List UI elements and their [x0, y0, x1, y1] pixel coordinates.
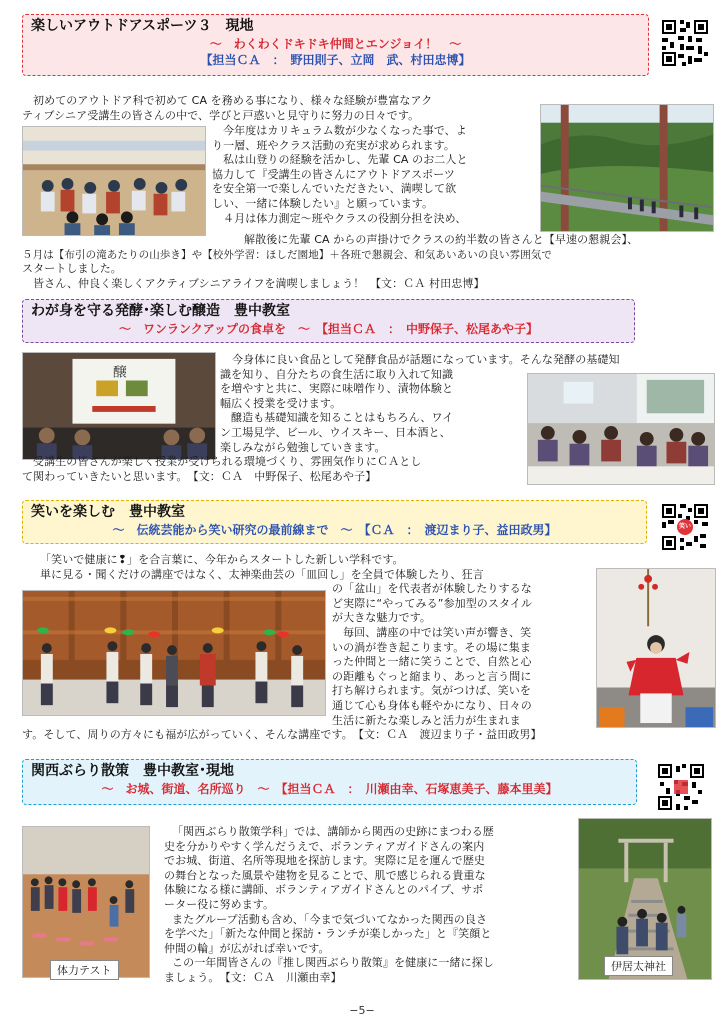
- section3-line-3: の「盆山」を代表者が体験したりするな: [332, 582, 532, 596]
- section3-line-2: 単に見る・聞くだけの講座ではなく、太神楽曲芸の「皿回し」を全員で体験したり、狂言: [40, 567, 484, 581]
- qr-code-graphic: [656, 762, 706, 812]
- section4-line-4: の舞台となった風景や建物を見ることで、肌で感じられる貴重な: [164, 868, 486, 882]
- section4-subtitle: ～ お城、街道、名所巡り ～ 【担当ＣＡ ： 川瀬由幸、石塚恵美子、藤本里美】: [101, 782, 558, 796]
- qr-code-warai[interactable]: [660, 502, 710, 552]
- section1-line-7: を安全第一で楽しんでいただきたい、満喫して欲: [212, 182, 457, 196]
- section1-line-4: り一層、班やクラス活動の充実が求められます。: [212, 138, 455, 152]
- section2-line-1: 今身体に良い食品として発酵食品が話題になっています。そんな発酵の基礎知: [232, 353, 620, 366]
- section2-line-4: 幅広く授業を受けます。: [220, 396, 342, 410]
- section1-line-6: 協力して『受講生の皆さんにアウトドアスポーツ: [212, 167, 455, 181]
- section2-line-7: 楽しみながら勉強していきます。: [220, 440, 386, 454]
- qr-code-graphic: [660, 18, 710, 68]
- section4-line-3: でお城、街道、名所等現地を探訪します。実際に足を運んで歴史: [164, 854, 486, 868]
- section3-line-7: いの渦が巻き起こります。その場に集ま: [332, 640, 531, 654]
- section1-header: [22, 14, 649, 76]
- section4-line-1: 「関西ぶらり散策学科」では、講師から関西の史跡にまつわる歴: [172, 825, 494, 838]
- page-number: −5−: [349, 1004, 375, 1017]
- bridge-photo: [540, 104, 714, 232]
- slide-kanji: 醸: [113, 364, 127, 381]
- section3-line-1: 「笑いで健康に❢」を合言葉に、今年からスタートした新しい学科です。: [40, 553, 404, 566]
- section1-line-11: ５月は【布引の滝あたりの山歩き】や【校外学習：ほしだ園地】＋各班で懇親会、和気あいあいの良い雰囲気で: [22, 248, 552, 261]
- section1-text-top: [22, 94, 532, 123]
- section3-title: 笑いを楽しむ 豊中教室: [31, 504, 185, 520]
- section3-line-8: った仲間と一緒に笑うことで、自然と心: [332, 655, 532, 669]
- section1-line-9: ４月は体力測定～班やクラスの役割分担を決め、: [223, 211, 467, 225]
- section1-line-13: 皆さん、仲良く楽しくアクティブシニアライフを満喫しましょう！ 【文：ＣＡ 村田忠博】: [33, 276, 485, 290]
- section4-line-11: ましょう。 【文：ＣＡ 川瀬由幸】: [164, 970, 342, 984]
- section1-subtitle: ～ わくわくドキドキ仲間とエンジョイ！ ～: [209, 37, 462, 51]
- section4-line-9: 仲間の輪』が広がれば幸いです。: [164, 941, 330, 955]
- fitness-test-caption: 体力テスト: [50, 960, 119, 980]
- qr-badge: 笑い: [677, 519, 693, 535]
- gym-photo: [22, 126, 206, 236]
- section3-subtitle: ～ 伝統芸能から笑い研究の最前線まで ～ 【ＣＡ ： 渡辺まり子、益田政男】: [112, 523, 557, 537]
- fitness-test-photo: [22, 826, 150, 978]
- section1-line-8: しい、一緒に体験したい』と願っています。: [212, 196, 434, 210]
- section2-line-9: て関わっていきたいと思います。 【文：ＣＡ 中野保子、松尾あや子】: [22, 469, 377, 483]
- section2-line-6: ン工場見学、ビール、ウイスキー、日本酒と、: [220, 425, 451, 439]
- section2-line-2: 識を知り、自分たちの食生活に取り入れて知識: [220, 367, 454, 381]
- section3-line-13: す。そして、周りの方々にも福が広がっていく、そんな講座です。 【文：ＣＡ 渡辺まり子・益田政男】: [22, 728, 542, 742]
- section2-subtitle: ～ ワンランクアップの食卓を ～ 【担当ＣＡ ： 中野保子、松尾あや子】: [119, 322, 538, 336]
- section1-staff: 【担当ＣＡ ： 野田則子、立岡 武、村田忠博】: [200, 53, 471, 67]
- section1-text-mid: [212, 124, 534, 226]
- section3-header: [22, 500, 647, 544]
- section1-text-bottom: [22, 233, 716, 291]
- section4-line-5: 体験になる様に講師、ボランティアガイドさんとのパイプ、サポ: [164, 883, 484, 897]
- section1-line-2: ティブシニア受講生の皆さんの中で、学びと戸惑いと見守りに努力の日々です。: [22, 108, 420, 122]
- section2-header: [22, 299, 635, 343]
- section2-title: わが身を守る発酵･楽しむ醸造 豊中教室: [31, 303, 290, 319]
- section4-text: [164, 825, 574, 986]
- qr-code-burari[interactable]: [656, 762, 706, 812]
- section2-line-3: を増やすと共に、実際に味噌作り、漬物体験と: [220, 382, 454, 396]
- section4-line-10: この一年間皆さんの『推し関西ぶらり散策』を健康に一緒に探し: [172, 956, 494, 970]
- section4-line-2: 史を分かりやすく学んだうえで、ボランティアガイドさんの案内: [164, 839, 485, 853]
- section1-line-12: スタートしました。: [22, 262, 122, 276]
- section4-line-8: を学べた」「新たな仲間と探訪・ランチが楽しかった」と『笑顔と: [164, 927, 492, 941]
- section2-line-5: 醸造も基礎知識を知ることはもちろん、ワイ: [231, 411, 454, 425]
- section4-line-7: またグループ活動も含め、「今まで気づいてなかった関西の良さ: [172, 912, 488, 926]
- section1-line-10: 解散後に先輩 CA からの声掛けでクラスの約半数の皆さんと【早速の懇親会】、: [244, 233, 639, 246]
- section3-text: [22, 553, 716, 743]
- section3-line-9: の距離もぐっと縮まり、あっと言う間に: [332, 669, 532, 683]
- section1-line-1: 初めてのアウトドア科で初めて CA を務める事になり、様々な経験が豊富なアク: [33, 94, 433, 107]
- section4-title: 関西ぶらり散策 豊中教室･現地: [31, 763, 234, 779]
- section4-line-6: ーター役に努めます。: [164, 897, 275, 911]
- section3-line-6: 毎回、講座の中では笑い声が響き、笑: [343, 625, 532, 639]
- section3-line-4: ど実際に“やってみる”参加型のスタイル: [332, 596, 533, 610]
- section4-header: [22, 759, 637, 805]
- section3-line-11: 通じて心も身体も軽やかになり、日々の: [332, 698, 532, 712]
- section1-title: 楽しいアウトドアスポーツ３ 現地: [31, 18, 254, 34]
- qr-code-icon[interactable]: [660, 18, 710, 68]
- section2-text: [22, 353, 716, 484]
- section1-line-5: 私は山登りの経験を活かし、先輩 CA のお二人と: [223, 153, 468, 167]
- section3-line-10: 打ち解けられます。気がつけば、笑いを: [332, 684, 531, 698]
- section1-line-3: 今年度はカリキュラム数が少なくなった事で、よ: [223, 124, 467, 137]
- section3-line-5: が大きな魅力です。: [332, 611, 432, 625]
- section2-line-8: 受講生の皆さんが楽しく授業が受けられる環境づくり、雰囲気作りにＣＡとし: [33, 455, 422, 469]
- section3-line-12: 生活に新たな楽しみと活力が生まれま: [332, 713, 521, 727]
- shrine-caption: 伊居太神社: [604, 956, 673, 976]
